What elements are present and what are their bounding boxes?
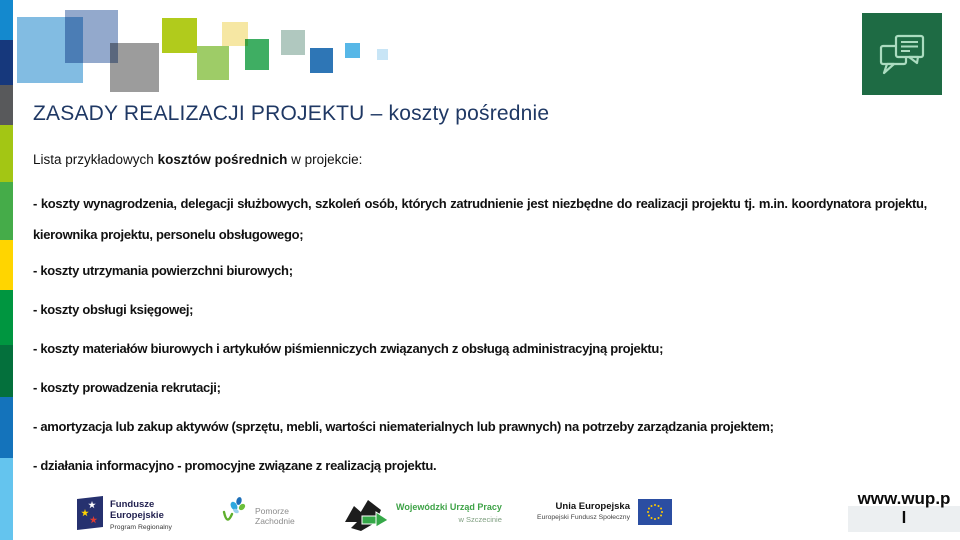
strip-segment <box>0 85 13 125</box>
logo-text: Zachodnie <box>255 516 295 526</box>
strip-segment <box>0 290 13 345</box>
strip-segment <box>0 240 13 290</box>
unia-europejska-logo <box>498 499 672 525</box>
speech-bubbles-icon <box>876 29 928 79</box>
strip-segment <box>0 458 13 540</box>
deco-square <box>281 30 305 55</box>
logo-text: Europejskie <box>110 510 164 521</box>
deco-square <box>162 18 197 53</box>
intro-suffix: w projekcie: <box>287 152 363 167</box>
strip-segment <box>0 345 13 397</box>
intro-prefix: Lista przykładowych <box>33 152 158 167</box>
chat-bubbles-box <box>862 13 942 95</box>
deco-square <box>345 43 360 58</box>
slide-body <box>33 150 927 495</box>
website-url-line: l <box>901 508 907 527</box>
logo-text: Europejski Fundusz Społeczny <box>537 514 630 521</box>
list-item: - koszty utrzymania powierzchni biurowych; <box>33 263 293 278</box>
logo-text: w Szczecinie <box>458 515 502 524</box>
wup-szczecin-logo <box>343 494 502 532</box>
list-item: - koszty wynagrodzenia, delegacji służbowych, szkoleń osób, których zatrudnienie jest niezbędne do realizacji projektu tj. m.in. koordynatora projektu, kierownika projektu, personelu obsługowego; <box>33 196 927 242</box>
strip-segment <box>0 397 13 458</box>
list-item: - działania informacyjno - promocyjne związane z realizacją projektu. <box>33 458 437 473</box>
strip-segment <box>0 182 13 240</box>
deco-square <box>110 43 159 92</box>
deco-square <box>310 48 333 73</box>
intro-line <box>33 150 927 170</box>
website-url-line: www.wup.p <box>857 489 951 508</box>
intro-bold: kosztów pośrednich <box>157 152 288 167</box>
fundusze-europejskie-logo <box>77 496 172 531</box>
left-accent-strip <box>0 0 13 540</box>
strip-segment <box>0 40 13 85</box>
strip-segment <box>0 0 13 40</box>
pomorze-zachodnie-text <box>255 506 295 526</box>
wup-mountains-arrow-icon <box>343 494 389 532</box>
logo-text: Fundusze <box>110 499 155 510</box>
unia-europejska-text <box>498 501 630 521</box>
logo-text: Wojewódzki Urząd Pracy <box>396 502 502 512</box>
list-item: - koszty prowadzenia rekrutacji; <box>33 380 221 395</box>
eu-flag-icon <box>638 499 672 525</box>
deco-square <box>377 49 388 60</box>
logo-text: Program Regionalny <box>110 524 172 531</box>
list-item: - amortyzacja lub zakup aktywów (sprzętu, mebli, wartości niematerialnych lub prawnych) na potrzeby zarządzania projektem; <box>33 419 774 434</box>
list-item: - koszty materiałów biurowych i artykułów piśmienniczych związanych z obsługą administracyjną projektu; <box>33 341 664 356</box>
website-url <box>848 489 960 527</box>
deco-square <box>245 39 269 70</box>
deco-square <box>197 46 229 80</box>
pomorze-zachodnie-logo <box>220 496 295 530</box>
fundusze-europejskie-text <box>110 499 172 531</box>
strip-segment <box>0 125 13 182</box>
fundusze-europejskie-flag-icon <box>77 496 103 530</box>
logo-text: Unia Europejska <box>555 501 630 512</box>
wup-szczecin-text <box>396 502 502 524</box>
slide-title: ZASADY REALIZACJI PROJEKTU – koszty pośrednie <box>33 102 550 125</box>
pomorze-zachodnie-sprig-icon <box>220 496 250 530</box>
logo-text: Pomorze <box>255 506 290 516</box>
list-item: - koszty obsługi księgowej; <box>33 302 194 317</box>
